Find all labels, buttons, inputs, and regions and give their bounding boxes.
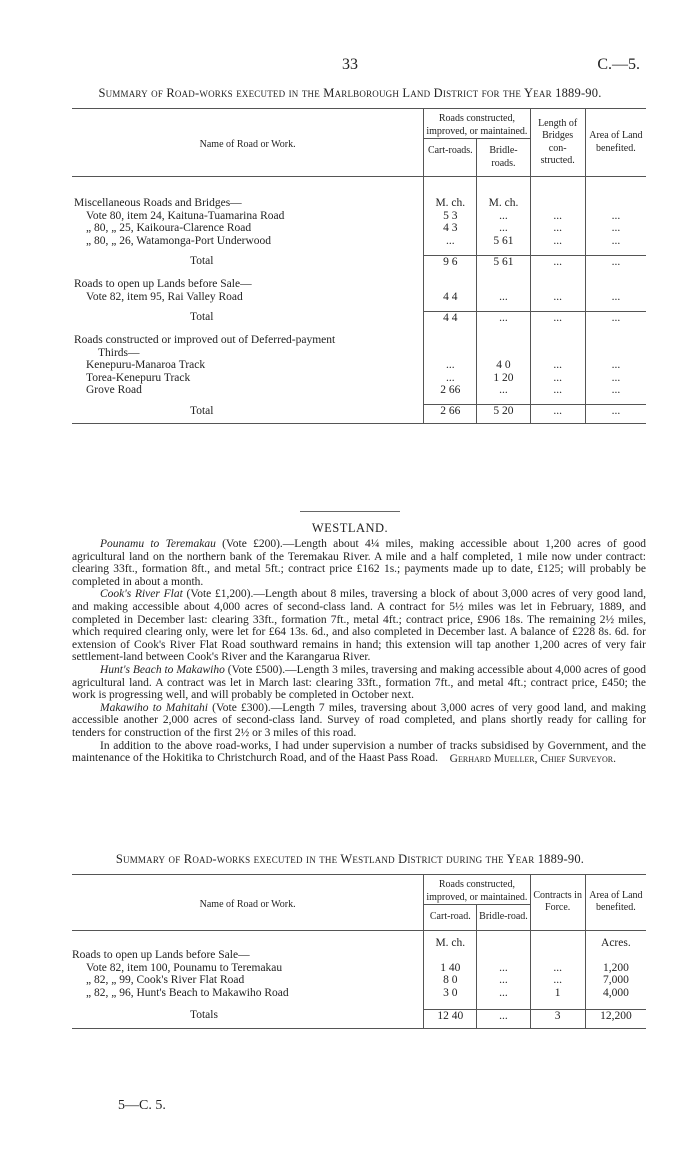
cell-contracts: 1 bbox=[530, 987, 585, 1000]
cell-bridges: ... bbox=[530, 372, 585, 385]
cell-area: 4,000 bbox=[585, 987, 646, 1000]
table-row-units bbox=[72, 937, 646, 950]
row-name: Miscellaneous Roads and Bridges— bbox=[74, 197, 242, 209]
row-name: Thirds— bbox=[98, 346, 140, 359]
cell-bridle: 4 0 bbox=[477, 359, 530, 372]
cell-contracts: ... bbox=[530, 974, 585, 987]
cell-bridges: ... bbox=[530, 291, 585, 304]
signature: Gerhard Mueller, Chief Surveyor. bbox=[449, 752, 616, 765]
column-header-contracts: Contracts in Force. bbox=[530, 875, 585, 931]
table-row-total bbox=[72, 405, 646, 424]
table-row bbox=[72, 987, 646, 1000]
paragraph-title: Pounamu to Teremakau bbox=[100, 538, 216, 550]
cell-bridle bbox=[477, 278, 530, 291]
section-divider bbox=[300, 511, 400, 512]
table-row bbox=[72, 222, 646, 235]
cell-area bbox=[585, 949, 646, 962]
cell-bridle: ... bbox=[477, 384, 530, 397]
row-name: Roads to open up Lands before Sale— bbox=[72, 949, 250, 961]
cell-bridle bbox=[477, 949, 530, 962]
document-code: C.—5. bbox=[597, 56, 640, 73]
table-row-total bbox=[72, 311, 646, 324]
table-row bbox=[72, 347, 646, 360]
column-header-cart: Cart-road. bbox=[424, 905, 477, 931]
row-name: Vote 80, item 24, Kaituna-Tuamarina Road bbox=[86, 209, 285, 222]
cell-bridle: ... bbox=[477, 1009, 530, 1028]
row-name: Torea-Kenepuru Track bbox=[86, 371, 191, 384]
cell-cart bbox=[424, 347, 477, 360]
paragraph-cooks-river: Cook's River Flat (Vote £1,200).—Length about 8 miles, traversing a block of about 3,000 acres of very good land, and making accessible about 4,000 acres of second-class land. A contract for 5½ miles was let in February, 1889, and completed in December last: clearing 33ft., formation 7ft., metal 4ft.; contract price, £906 18s. The remaining 2½ miles, which required clearing only, were let for £64 13s. 6d., and also completed in December last. A balance of £228 8s. 6d. for extension of Cook's River Flat Road southward remains in hand; this extension will tap another 1,200 acres of very fair settlement-land between Cook's River and the Karangarua River. bbox=[72, 588, 647, 664]
table-row-total bbox=[72, 1009, 646, 1028]
column-header-name: Name of Road or Work. bbox=[199, 139, 296, 151]
cell-bridges: ... bbox=[530, 405, 585, 424]
paragraph-hunts-beach: Hunt's Beach to Makawiho (Vote £500).—Length 3 miles, traversing and making accessible about 4,000 acres of good agricultural land. A contract was let in March last: clearing 33ft., formation 7ft., and metal 4ft.; contract price, £450; the work is progressing well, and will probably be completed in October next. bbox=[72, 663, 646, 702]
cell-contracts: 3 bbox=[530, 1009, 585, 1028]
cell-cart: 2 66 bbox=[424, 405, 477, 424]
marlborough-summary-title: Summary of Road-works executed in the Marlborough Land District for the Year 1889-90. bbox=[98, 86, 602, 100]
cell-bridges bbox=[530, 334, 585, 347]
column-header-roads: Roads constructed, improved, or maintained. bbox=[424, 109, 530, 139]
cell-area: ... bbox=[585, 210, 646, 223]
cell-bridges: ... bbox=[530, 255, 585, 268]
cell-area: ... bbox=[585, 255, 646, 268]
row-name: „ 82, „ 99, Cook's River Flat Road bbox=[86, 974, 245, 986]
cell-cart: 2 66 bbox=[424, 384, 477, 397]
cell-area: 7,000 bbox=[585, 974, 646, 987]
row-name: „ 80, „ 25, Kaikoura-Clarence Road bbox=[86, 222, 252, 234]
cell-cart: 4 3 bbox=[424, 222, 477, 235]
row-name: Total bbox=[190, 255, 214, 267]
column-header-name: Name of Road or Work. bbox=[199, 899, 296, 910]
row-name: „ 82, „ 96, Hunt's Beach to Makawiho Road bbox=[86, 986, 289, 999]
paragraph-makawiho: Makawiho to Mahitahi (Vote £300).—Length 7 miles, traversing about 3,000 acres of very good land, and making accessible another 2,000 acres of second-class land. Survey of road completed, and plans shortly ready for calling for tenders for construction of the first 2½ or 3 miles of this road. bbox=[72, 701, 646, 739]
row-name: „ 80, „ 26, Watamonga-Port Underwood bbox=[86, 234, 272, 247]
column-header-bridle: Bridle-road. bbox=[477, 905, 530, 931]
table-row bbox=[72, 962, 646, 975]
cell-bridle bbox=[477, 347, 530, 360]
column-header-bridle: Bridle-roads. bbox=[477, 139, 530, 177]
table-row bbox=[72, 359, 646, 372]
row-name: Total bbox=[190, 311, 214, 323]
cell-area: 12,200 bbox=[585, 1009, 646, 1028]
cell-contracts bbox=[530, 937, 585, 950]
row-name: Roads constructed or improved out of Deferred-payment bbox=[74, 334, 336, 346]
table-row bbox=[72, 210, 646, 223]
cell-bridges: ... bbox=[530, 311, 585, 324]
cell-bridges: ... bbox=[530, 384, 585, 397]
cell-cart: 1 40 bbox=[424, 962, 477, 975]
marlborough-summary-table bbox=[72, 108, 646, 424]
row-name: Vote 82, item 95, Rai Valley Road bbox=[86, 290, 243, 303]
cell-bridle: ... bbox=[477, 974, 530, 987]
cell-area: ... bbox=[585, 372, 646, 385]
table-row bbox=[72, 291, 646, 304]
column-header-area: Area of Land benefited. bbox=[585, 875, 646, 931]
cell-area bbox=[585, 334, 646, 347]
cell-cart: 9 6 bbox=[424, 255, 477, 268]
table-row bbox=[72, 334, 646, 347]
cell-bridges bbox=[530, 347, 585, 360]
cell-area: 1,200 bbox=[585, 962, 646, 975]
table-row bbox=[72, 197, 646, 210]
cell-cart: 3 0 bbox=[424, 987, 477, 1000]
westland-summary-title: Summary of Road-works executed in the Westland District during the Year 1889-90. bbox=[115, 852, 585, 866]
cell-bridle: ... bbox=[477, 210, 530, 223]
cell-cart: M. ch. bbox=[424, 937, 477, 950]
cell-area: ... bbox=[585, 359, 646, 372]
cell-bridges: ... bbox=[530, 210, 585, 223]
cell-bridges: ... bbox=[530, 359, 585, 372]
cell-area bbox=[585, 197, 646, 210]
cell-bridle: 5 61 bbox=[477, 255, 530, 268]
cell-area: ... bbox=[585, 222, 646, 235]
column-header-area: Area of Land benefited. bbox=[585, 109, 646, 177]
cell-bridle: ... bbox=[477, 222, 530, 235]
cell-area bbox=[585, 347, 646, 360]
column-header-cart: Cart-roads. bbox=[424, 139, 477, 177]
cell-cart: ... bbox=[424, 235, 477, 248]
cell-contracts bbox=[530, 949, 585, 962]
row-name: Totals bbox=[190, 1009, 218, 1021]
cell-area: ... bbox=[585, 384, 646, 397]
cell-area bbox=[585, 278, 646, 291]
cell-bridle: ... bbox=[477, 962, 530, 975]
cell-bridges: ... bbox=[530, 235, 585, 248]
cell-bridges: ... bbox=[530, 222, 585, 235]
cell-area: ... bbox=[585, 405, 646, 424]
westland-heading: WESTLAND. bbox=[311, 521, 389, 535]
table-row bbox=[72, 384, 646, 397]
cell-area: ... bbox=[585, 291, 646, 304]
cell-bridges bbox=[530, 278, 585, 291]
table-row bbox=[72, 974, 646, 987]
table-row bbox=[72, 372, 646, 385]
cell-bridle bbox=[477, 334, 530, 347]
cell-cart: 4 4 bbox=[424, 291, 477, 304]
cell-bridle: M. ch. bbox=[477, 197, 530, 210]
table-row-total bbox=[72, 255, 646, 268]
row-name: Kenepuru-Manaroa Track bbox=[86, 359, 206, 371]
cell-cart: ... bbox=[424, 372, 477, 385]
cell-area: Acres. bbox=[585, 937, 646, 950]
cell-cart: 12 40 bbox=[424, 1009, 477, 1028]
row-name: Total bbox=[190, 404, 214, 417]
paragraph-additional: In addition to the above road-works, I had under supervision a number of tracks subsidised by Government, and the maintenance of the Hokitika to Christchurch Road, and of the Haast Pass Road. bbox=[72, 739, 646, 765]
cell-cart: 8 0 bbox=[424, 974, 477, 987]
column-header-bridges: Length of Bridges con-structed. bbox=[530, 109, 585, 177]
table-row bbox=[72, 949, 646, 962]
row-name: Grove Road bbox=[86, 384, 142, 396]
paragraph-pounamu: Pounamu to Teremakau (Vote £200).—Length about 4¼ miles, making accessible about 1,200 acres of good agricultural land on the northern bank of the Teremakau River. A mile and a half completed, 1 mile now under contract: clearing 33ft., formation 8ft., and metal 5ft.; contract price £162 1s.; payments made up to date, £125; will probably be completed in about a month. bbox=[72, 538, 646, 588]
page-footer: 5—C. 5. bbox=[118, 1098, 166, 1113]
cell-bridle: 5 20 bbox=[477, 405, 530, 424]
cell-bridle: ... bbox=[477, 311, 530, 324]
cell-bridle: ... bbox=[477, 291, 530, 304]
cell-cart bbox=[424, 278, 477, 291]
cell-bridle: 5 61 bbox=[477, 235, 530, 248]
cell-bridle: 1 20 bbox=[477, 372, 530, 385]
cell-cart: 5 3 bbox=[424, 210, 477, 223]
cell-bridle bbox=[477, 937, 530, 950]
paragraph-title: Hunt's Beach to Makawiho bbox=[100, 663, 225, 676]
cell-cart: 4 4 bbox=[424, 311, 477, 324]
cell-area: ... bbox=[585, 311, 646, 324]
cell-cart: M. ch. bbox=[424, 197, 477, 210]
paragraph-title: Makawiho to Mahitahi bbox=[100, 701, 208, 714]
row-name: Roads to open up Lands before Sale— bbox=[74, 278, 252, 290]
table-row bbox=[72, 278, 646, 291]
row-name bbox=[72, 937, 424, 950]
cell-bridges bbox=[530, 197, 585, 210]
paragraph-title: Cook's River Flat bbox=[100, 588, 183, 601]
table-row bbox=[72, 235, 646, 248]
westland-report bbox=[72, 538, 646, 765]
cell-area: ... bbox=[585, 235, 646, 248]
cell-cart: ... bbox=[424, 359, 477, 372]
cell-bridle: ... bbox=[477, 987, 530, 1000]
page-number: 33 bbox=[342, 56, 358, 73]
cell-cart bbox=[424, 334, 477, 347]
column-header-roads: Roads constructed, improved, or maintained. bbox=[424, 875, 530, 905]
row-name: Vote 82, item 100, Pounamu to Teremakau bbox=[86, 961, 283, 974]
cell-cart bbox=[424, 949, 477, 962]
cell-contracts: ... bbox=[530, 962, 585, 975]
westland-summary-table bbox=[72, 874, 646, 1029]
